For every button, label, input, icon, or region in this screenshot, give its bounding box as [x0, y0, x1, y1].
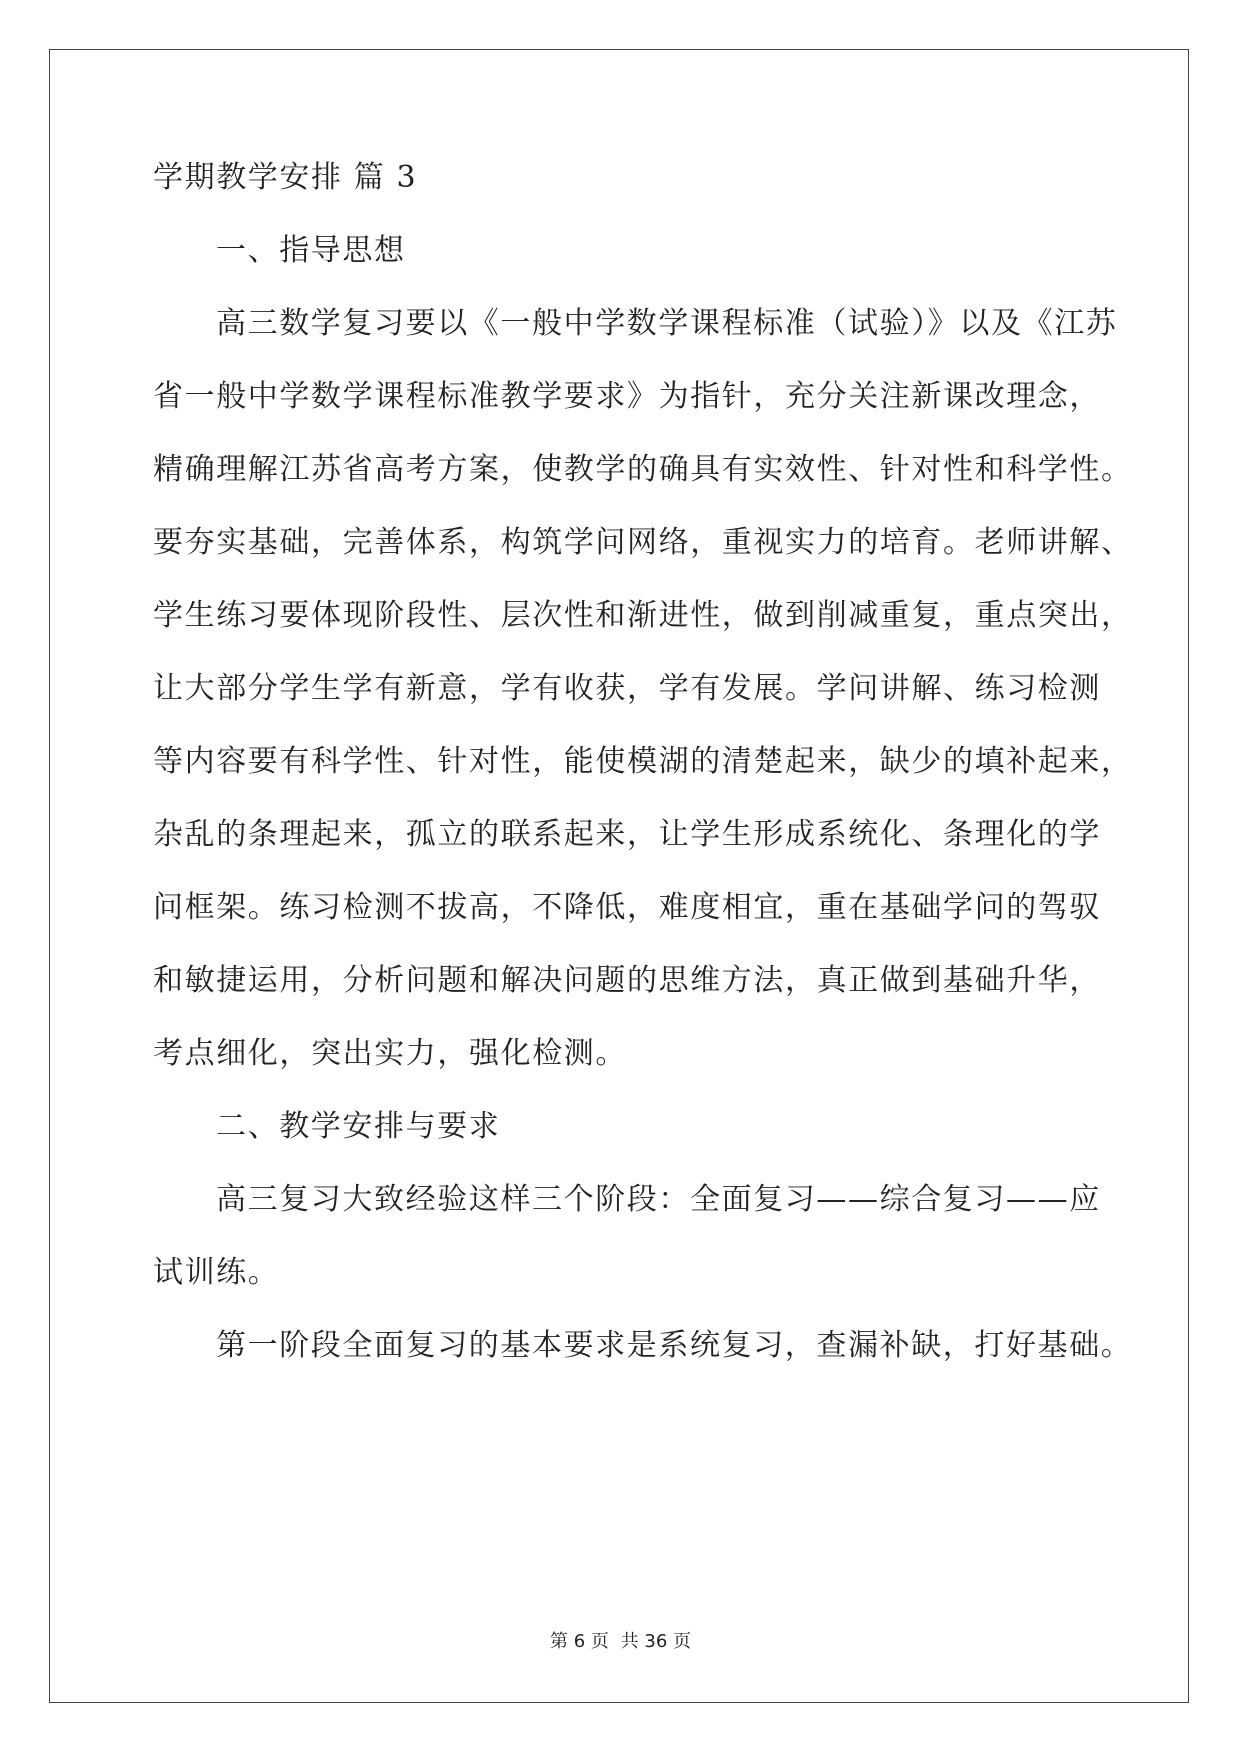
paragraph-line: 杂乱的条理起来，孤立的联系起来，让学生形成系统化、条理化的学	[153, 817, 1101, 852]
paragraph-line: 考点细化，突出实力，强化检测。	[153, 1036, 627, 1071]
paragraph-line: 试训练。	[153, 1255, 280, 1290]
paragraph-line: 高三数学复习要以《一般中学数学课程标准（试验）》以及《江苏	[216, 306, 1118, 341]
paragraph-line: 和敏捷运用，分析问题和解决问题的思维方法，真正做到基础升华，	[153, 963, 1101, 998]
paragraph-line: 省一般中学数学课程标准教学要求》为指针，充分关注新课改理念，	[153, 379, 1101, 414]
document-title: 学期教学安排 篇 3	[153, 160, 418, 195]
paragraph-line: 让大部分学生学有新意，学有收获，学有发展。学问讲解、练习检测	[153, 671, 1101, 706]
paragraph-line: 第一阶段全面复习的基本要求是系统复习，查漏补缺，打好基础。	[216, 1328, 1133, 1363]
paragraph-line: 精确理解江苏省高考方案，使教学的确具有实效性、针对性和科学性。	[153, 452, 1133, 487]
paragraph-line: 高三复习大致经验这样三个阶段：全面复习——综合复习——应	[216, 1182, 1101, 1217]
page-border	[49, 49, 1189, 1703]
section-heading-arrangement: 二、教学安排与要求	[216, 1109, 501, 1144]
page-total: 共 36 页	[620, 1631, 691, 1652]
paragraph-line: 学生练习要体现阶段性、层次性和渐进性，做到削减重复，重点突出，	[153, 598, 1133, 633]
paragraph-line: 问框架。练习检测不拔高，不降低，难度相宜，重在基础学问的驾驭	[153, 890, 1101, 925]
paragraph-line: 要夯实基础，完善体系，构筑学问网络，重视实力的培育。老师讲解、	[153, 525, 1133, 560]
paragraph-line: 等内容要有科学性、针对性，能使模湖的清楚起来，缺少的填补起来，	[153, 744, 1133, 779]
page-number: 第 6 页	[550, 1631, 609, 1652]
page-footer	[0, 1630, 1241, 1654]
section-heading-guiding-ideas: 一、指导思想	[216, 233, 406, 268]
